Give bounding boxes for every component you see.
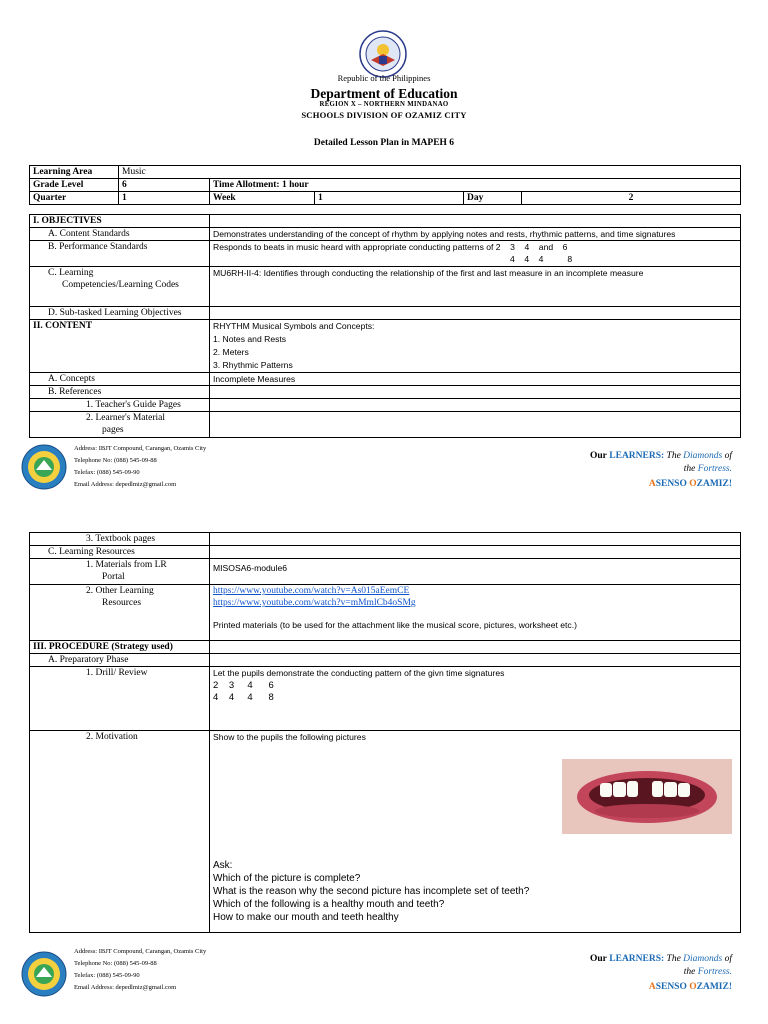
motto-the2: the: [683, 464, 696, 474]
competencies-label-line2: Competencies/Learning Codes: [62, 280, 179, 290]
content-heading-label: II. CONTENT: [30, 320, 210, 373]
footer-telefax: Telefax: (088) 545-09-90: [74, 469, 140, 476]
ozamiz-rest: ZAMIZ!: [696, 479, 732, 489]
lr-portal-line1: 1. Materials from LR: [86, 560, 167, 570]
asenso-a: A: [648, 479, 656, 489]
other-resources-cell: [210, 585, 741, 641]
footer-address: Address: IBJT Compound, Carangan, Ozamis City: [74, 445, 207, 452]
quarter-label: Quarter: [30, 192, 119, 205]
motto-diamonds: Diamonds: [683, 451, 723, 461]
question-item: What is the reason why the second picture has incomplete set of teeth?: [213, 886, 530, 897]
performance-denominators: 4 4 4 8: [510, 254, 573, 264]
drill-numerators: 2 3 4 6: [213, 680, 274, 691]
motto-the: The: [666, 954, 681, 964]
content-item: 1. Notes and Rests: [213, 334, 287, 344]
objectives-heading: I. OBJECTIVES: [30, 215, 210, 228]
learners-material-label: [30, 412, 210, 438]
motto-diamonds: Diamonds: [683, 954, 723, 964]
asenso-a: A: [648, 982, 656, 992]
region-line: REGION X – NORTHERN MINDANAO: [319, 101, 449, 108]
motto-our: Our: [590, 451, 607, 461]
content-topic: RHYTHM Musical Symbols and Concepts:: [213, 321, 375, 331]
learners-material-line2: pages: [102, 425, 124, 435]
republic-line: Republic of the Philippines: [337, 73, 431, 83]
ask-label: Ask:: [213, 860, 233, 871]
motto-the: The: [666, 451, 681, 461]
footer-contact: [74, 443, 206, 491]
time-allotment: Time Allotment: 1 hour: [210, 179, 741, 192]
motivation-questions: [213, 859, 529, 924]
motto-learners: LEARNERS:: [609, 954, 665, 964]
other-resources-line2: Resources: [102, 598, 142, 608]
drill-review-cell: [210, 667, 741, 731]
competencies-text: MU6RH-II-4: Identifies through conducting the relationship of the first and last measure in an incomplete measure: [210, 267, 741, 307]
grade-level-value: 6: [119, 179, 210, 192]
question-item: Which of the following is a healthy mouth and teeth?: [213, 899, 445, 910]
motto-our: Our: [590, 954, 607, 964]
preparatory-phase-label: A. Preparatory Phase: [30, 654, 210, 667]
motto-of: of: [724, 954, 732, 964]
performance-standards-label: B. Performance Standards: [30, 241, 210, 267]
subtasked-label: D. Sub-tasked Learning Objectives: [30, 307, 210, 320]
division-logo: [21, 444, 67, 490]
other-resources-label: [30, 585, 210, 641]
printed-materials-text: Printed materials (to be used for the attachment like the musical score, pictures, worksheet etc.): [213, 620, 577, 630]
drill-review-text: Let the pupils demonstrate the conducting pattern of the givn time signatures: [213, 668, 505, 678]
learning-area-value: Music: [119, 166, 741, 179]
division-logo: [21, 951, 67, 997]
other-resources-line1: 2. Other Learning: [86, 586, 154, 596]
footer-telephone: Telephone No: (088) 545-09-88: [74, 960, 157, 967]
youtube-link-2[interactable]: https://www.youtube.com/watch?v=mMmlCb4oSMg: [213, 598, 416, 608]
motto-fortress: Fortress.: [697, 464, 732, 474]
content-item: 2. Meters: [213, 347, 249, 357]
footer-email: Email Address: depedlmiz@gmail.com: [74, 481, 177, 488]
division-line: SCHOOLS DIVISION OF OZAMIZ CITY: [301, 110, 467, 120]
info-table: [29, 165, 741, 205]
drill-denominators: 4 4 4 8: [213, 692, 274, 703]
footer-address: Address: IBJT Compound, Carangan, Ozamis City: [74, 948, 207, 955]
quarter-value: 1: [119, 192, 210, 205]
motivation-label: 2. Motivation: [30, 731, 210, 933]
content-standards-text: Demonstrates understanding of the concept of rhythm by applying notes and rests, rhythmic patterns, and time signatures: [210, 228, 741, 241]
document-title: Detailed Lesson Plan in MAPEH 6: [313, 138, 455, 148]
footer-contact: [74, 946, 206, 994]
concepts-label: A. Concepts: [30, 373, 210, 386]
deped-seal-logo: [359, 30, 407, 78]
objectives-table: [29, 214, 741, 438]
performance-standards-cell: [210, 241, 741, 267]
content-standards-label: A. Content Standards: [30, 228, 210, 241]
footer-email: Email Address: depedlmiz@gmail.com: [74, 984, 177, 991]
performance-standards-text: Responds to beats in music heard with appropriate conducting patterns of 2 3 4 and 6: [213, 242, 568, 252]
week-value: 1: [315, 192, 464, 205]
footer-telefax: Telefax: (088) 545-09-90: [74, 972, 140, 979]
teachers-guide-label: 1. Teacher's Guide Pages: [30, 399, 210, 412]
learning-resources-label: C. Learning Resources: [30, 546, 210, 559]
procedure-table: [29, 532, 741, 933]
motto-the2: the: [683, 967, 696, 977]
ozamiz-rest: ZAMIZ!: [696, 982, 732, 992]
question-item: How to make our mouth and teeth healthy: [213, 912, 399, 923]
grade-level-label: Grade Level: [30, 179, 119, 192]
drill-review-label: 1. Drill/ Review: [30, 667, 210, 731]
department-title: Department of Education: [310, 86, 458, 101]
missing-tooth-mouth-picture: [562, 759, 732, 834]
learning-area-label: Learning Area: [30, 166, 119, 179]
motivation-text: Show to the pupils the following pictures: [213, 732, 366, 742]
procedure-heading: III. PROCEDURE (Strategy used): [30, 641, 210, 654]
footer-motto: [590, 953, 732, 994]
asenso-rest: SENSO: [655, 982, 687, 992]
youtube-link-1[interactable]: https://www.youtube.com/watch?v=As015aEemCE: [213, 586, 410, 596]
question-item: Which of the picture is complete?: [213, 873, 361, 884]
ozamiz-o: O: [689, 479, 697, 489]
learners-material-line1: 2. Learner's Material: [86, 413, 165, 423]
lr-portal-line2: Portal: [102, 572, 125, 582]
motto-of: of: [724, 451, 732, 461]
footer-motto: [590, 450, 732, 491]
lr-portal-label: [30, 559, 210, 585]
day-label: Day: [464, 192, 522, 205]
day-value: 2: [522, 192, 741, 205]
motto-learners: LEARNERS:: [609, 451, 665, 461]
references-label: B. References: [30, 386, 210, 399]
competencies-label-line1: C. Learning: [48, 268, 94, 278]
content-cell: [210, 320, 741, 373]
concepts-text: Incomplete Measures: [210, 373, 741, 386]
motto-fortress: Fortress.: [697, 967, 732, 977]
ozamiz-o: O: [689, 982, 697, 992]
competencies-label: [30, 267, 210, 307]
lr-portal-text: MISOSA6-module6: [210, 559, 741, 585]
content-item: 3. Rhythmic Patterns: [213, 360, 293, 370]
textbook-label: 3. Textbook pages: [30, 533, 210, 546]
week-label: Week: [210, 192, 315, 205]
asenso-rest: SENSO: [655, 479, 687, 489]
footer-telephone: Telephone No: (088) 545-09-88: [74, 457, 157, 464]
